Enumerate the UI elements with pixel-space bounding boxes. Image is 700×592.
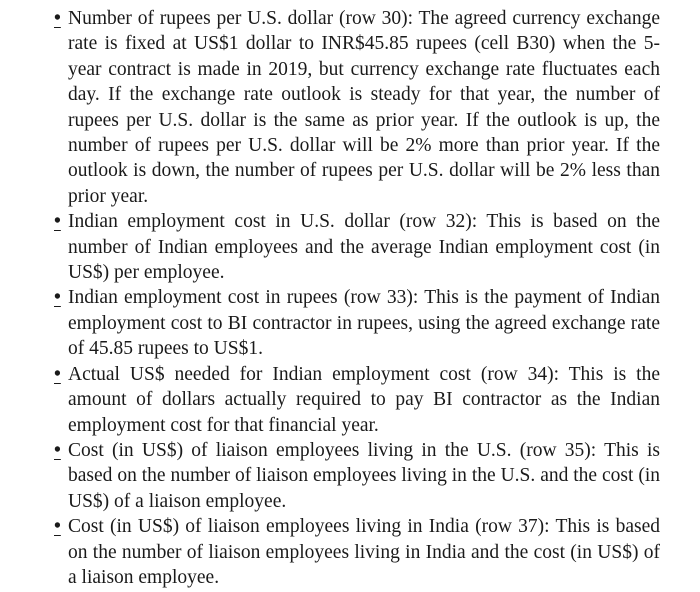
- bullet-marker: •: [54, 8, 61, 29]
- bullet-text-liaison-india: Cost (in US$) of liaison employees living in India (row 37): This is based on the number of liaison employees living in India and the cost (in US$) of a liaison employee.: [68, 516, 660, 588]
- bullet-text-liaison-us: Cost (in US$) of liaison employees living in the U.S. (row 35): This is based on the number of liaison employees living in the U.S. and the cost (in US$) of a liaison employee.: [68, 439, 660, 512]
- bullet-marker: •: [54, 363, 61, 385]
- list-item: [40, 438, 660, 514]
- bullet-text-indian-cost-usd: Indian employment cost in U.S. dollar (row 32): This is based on the number of Indian employees and the average Indian employment cost (in US$) per employee.: [68, 211, 660, 284]
- bullet-marker: •: [54, 439, 61, 461]
- list-item: [40, 209, 660, 285]
- list-item: [40, 514, 660, 590]
- bullet-marker: •: [54, 516, 61, 538]
- bullet-text-indian-cost-rupees: Indian employment cost in rupees (row 33): This is the payment of Indian employment cost to BI contractor in rupees, using the agreed exchange rate of 45.85 rupees to US$1.: [68, 287, 660, 360]
- bullet-text-rupees-per-dollar: Number of rupees per U.S. dollar (row 30): The agreed currency exchange rate is fixed at US$1 dollar to INR$45.85 rupees (cell B30) when the 5-year contract is made in 2019, but currency exchange rate fluctuates each day. If the exchange rate outlook is steady for that year, the number of rupees per U.S. dollar is the same as prior year. If the outlook is up, the number of rupees per U.S. dollar will be 2% more than prior year. If the outlook is down, the number of rupees per U.S. dollar will be 2% less than prior year.: [68, 8, 660, 207]
- list-item: [40, 362, 660, 438]
- list-item: [40, 285, 660, 361]
- list-item: [40, 6, 660, 209]
- bullet-marker: •: [54, 211, 61, 233]
- bullet-marker: •: [54, 287, 61, 309]
- bullet-text-actual-usd-needed: Actual US$ needed for Indian employment cost (row 34): This is the amount of dollars actually required to pay BI contractor as the Indian employment cost for that financial year.: [68, 363, 660, 436]
- bullet-list: [40, 6, 660, 590]
